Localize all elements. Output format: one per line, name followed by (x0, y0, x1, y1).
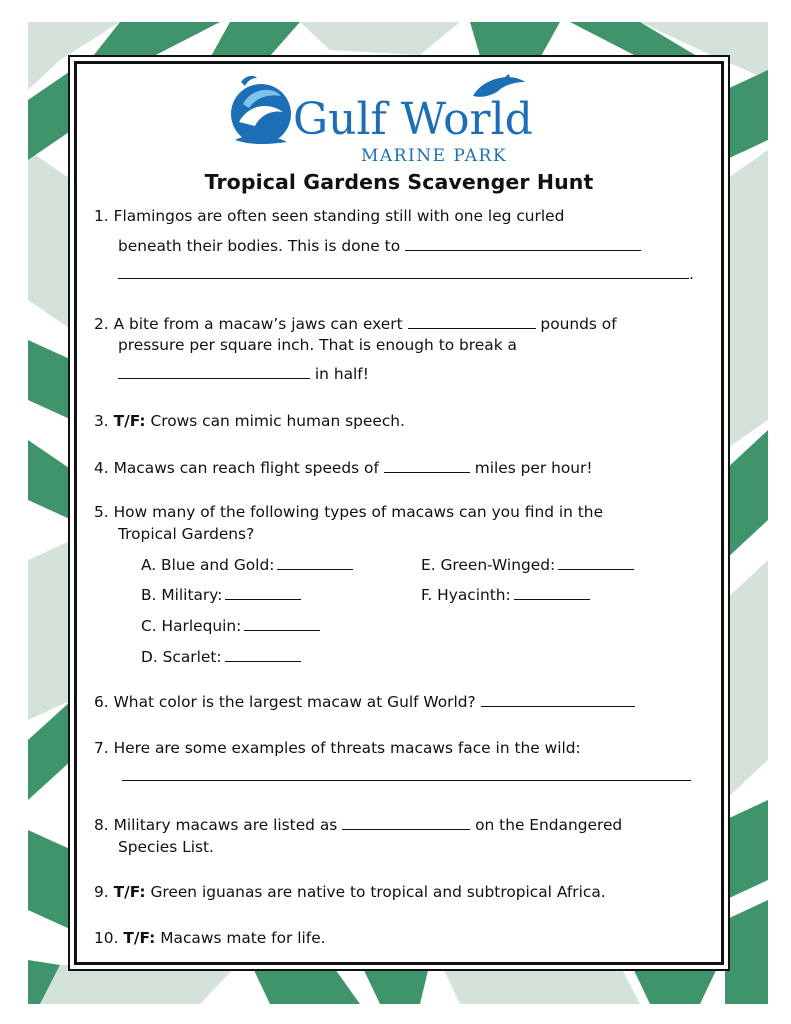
question-number: 3. (94, 412, 109, 430)
question-text: Macaws can reach flight speeds of (113, 459, 379, 477)
option-military (141, 583, 301, 604)
question-text: What color is the largest macaw at Gulf World? (113, 693, 476, 711)
question-9 (94, 881, 606, 903)
question-text: Macaws mate for life. (160, 929, 326, 947)
answer-blank[interactable] (342, 813, 470, 830)
question-text: on the Endangered (475, 816, 623, 834)
worksheet-page (74, 61, 724, 965)
question-10 (94, 927, 326, 949)
question-number: 10. (94, 929, 119, 947)
question-number: 6. (94, 693, 109, 711)
option-harlequin (141, 614, 320, 635)
answer-blank[interactable] (225, 583, 301, 600)
option-scarlet (141, 645, 301, 666)
question-7 (94, 737, 581, 759)
question-number: 9. (94, 883, 109, 901)
question-text: Crows can mimic human speech. (150, 412, 405, 430)
question-2 (94, 312, 617, 335)
answer-blank[interactable] (118, 262, 689, 279)
answer-blank[interactable] (384, 456, 470, 473)
answer-blank[interactable] (558, 553, 634, 570)
question-text: How many of the following types of macaws can you find in the (113, 503, 604, 521)
option-hyacinth (421, 583, 590, 604)
question-5-line-2 (94, 523, 254, 545)
option-label: F. Hyacinth: (421, 586, 511, 604)
period: . (689, 265, 694, 283)
question-5 (94, 501, 603, 523)
true-false-label: T/F: (113, 412, 146, 430)
question-number: 1. (94, 207, 109, 225)
question-7-answer-line (122, 764, 691, 787)
option-label: B. Military: (141, 586, 223, 604)
logo-subtitle: MARINE PARK (361, 146, 508, 166)
answer-blank[interactable] (408, 312, 536, 329)
option-label: A. Blue and Gold: (141, 556, 275, 574)
question-2-line-2 (94, 334, 517, 356)
question-text: Here are some examples of threats macaws face in the wild: (113, 739, 581, 757)
option-label: E. Green-Winged: (421, 556, 556, 574)
true-false-label: T/F: (123, 929, 156, 947)
answer-blank[interactable] (277, 553, 353, 570)
option-label: D. Scarlet: (141, 648, 222, 666)
question-4 (94, 456, 593, 479)
question-number: 4. (94, 459, 109, 477)
question-text: miles per hour! (474, 459, 593, 477)
question-text: Military macaws are listed as (113, 816, 338, 834)
answer-blank[interactable] (481, 690, 635, 707)
question-text: A bite from a macaw’s jaws can exert (113, 315, 403, 333)
question-2-line-3 (94, 362, 369, 385)
question-text: Tropical Gardens? (118, 525, 255, 543)
answer-blank[interactable] (225, 645, 301, 662)
question-number: 8. (94, 816, 109, 834)
page-title: Tropical Gardens Scavenger Hunt (204, 170, 594, 194)
question-text: Green iguanas are native to tropical and subtropical Africa. (150, 883, 606, 901)
question-text: pressure per square inch. That is enough to break a (118, 336, 517, 354)
question-number: 5. (94, 503, 109, 521)
question-8-line-2 (94, 836, 214, 858)
answer-blank[interactable] (514, 583, 590, 600)
dolphin-emblem-icon (231, 76, 291, 144)
question-text: pounds of (540, 315, 617, 333)
answer-blank[interactable] (118, 362, 310, 379)
option-blue-and-gold (141, 553, 353, 574)
question-number: 2. (94, 315, 109, 333)
option-label: C. Harlequin: (141, 617, 242, 635)
question-1-line-2 (94, 234, 641, 257)
true-false-label: T/F: (113, 883, 146, 901)
answer-blank[interactable] (405, 234, 641, 251)
question-6 (94, 690, 635, 713)
gulf-world-logo (221, 74, 581, 166)
question-text: Flamingos are often seen standing still with one leg curled (113, 207, 565, 225)
logo-name: Gulf World (293, 94, 533, 145)
question-number: 7. (94, 739, 109, 757)
question-3 (94, 410, 405, 432)
question-8 (94, 813, 622, 836)
question-1 (94, 205, 564, 227)
question-text: in half! (314, 365, 369, 383)
question-1-line-3 (94, 262, 694, 285)
option-green-winged (421, 553, 634, 574)
question-text: beneath their bodies. This is done to (118, 237, 401, 255)
question-text: Species List. (118, 838, 214, 856)
answer-blank[interactable] (244, 614, 320, 631)
answer-blank[interactable] (122, 764, 691, 781)
